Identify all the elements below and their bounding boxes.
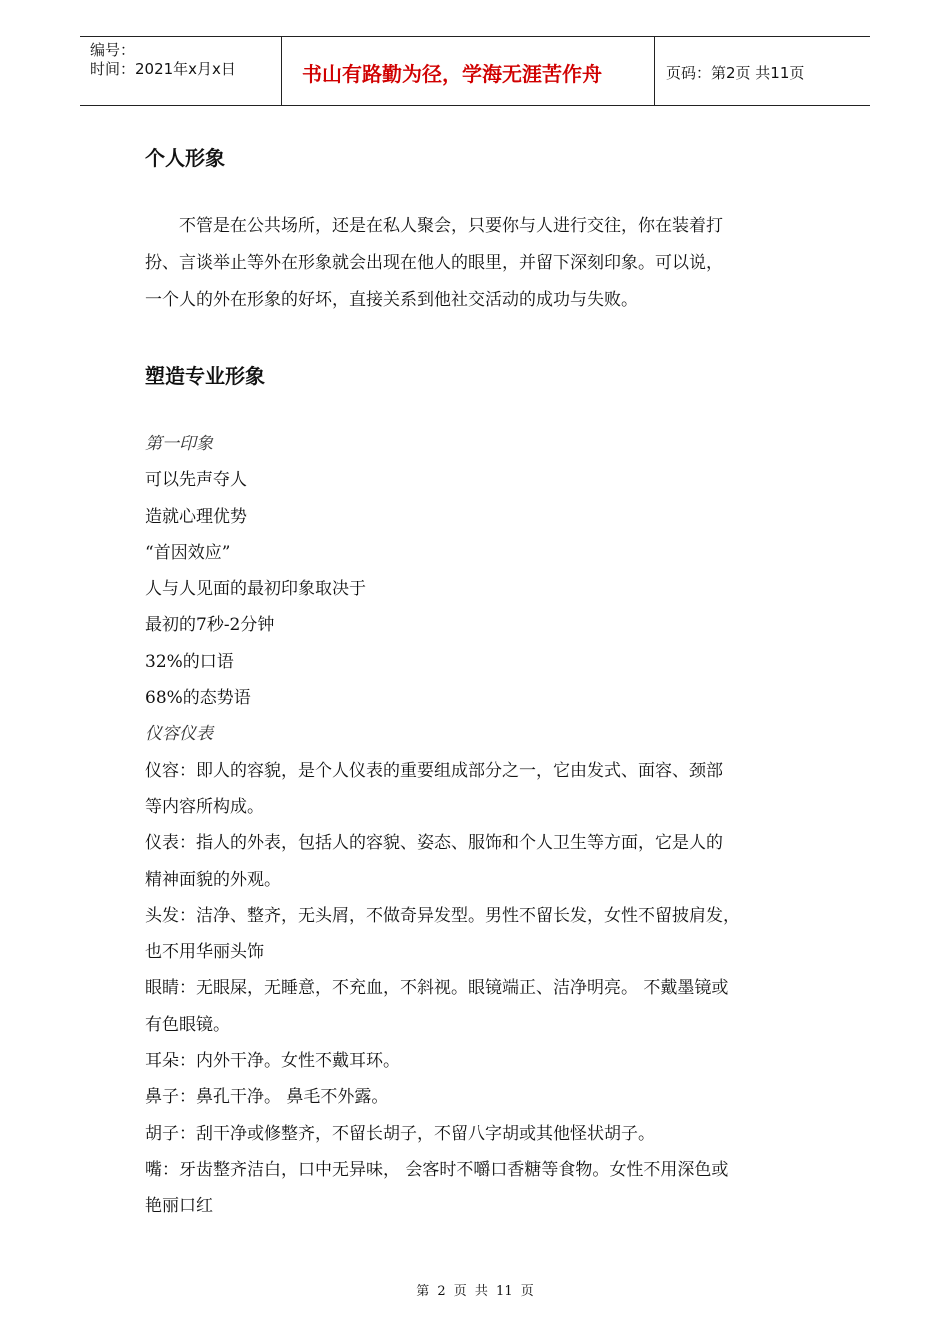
list-item: 耳朵：内外干净。女性不戴耳环。 xyxy=(145,1051,400,1072)
list-item: 胡子：刮干净或修整齐，不留长胡子，不留八字胡或其他怪状胡子。 xyxy=(145,1123,655,1144)
list-item: 有色眼镜。 xyxy=(145,1014,230,1035)
page-footer: 第 2 页 共 11 页 xyxy=(416,1284,534,1299)
list-item: 鼻子：鼻孔干净。 鼻毛不外露。 xyxy=(145,1087,389,1108)
list-item: 精神面貌的外观。 xyxy=(145,869,281,890)
list-item: “首因效应” xyxy=(145,542,231,563)
list-item: 32%的口语 xyxy=(145,651,234,672)
section-title-professional-image: 塑造专业形象 xyxy=(145,364,265,388)
header-number-label: 编号： xyxy=(90,41,136,59)
paragraph-line: 不管是在公共场所，还是在私人聚会，只要你与人进行交往，你在装着打 xyxy=(145,216,723,236)
list-item: 仪容：即人的容貌，是个人仪表的重要组成部分之一，它由发式、面容、颈部 xyxy=(145,760,723,781)
subheading-appearance: 仪容仪表 xyxy=(145,724,213,745)
list-item: 仪表：指人的外表，包括人的容貌、姿态、服饰和个人卫生等方面，它是人的 xyxy=(145,833,723,854)
list-item: 嘴：牙齿整齐洁白，口中无异味， 会客时不嚼口香糖等食物。女性不用深色或 xyxy=(145,1159,729,1180)
paragraph-line: 一个人的外在形象的好坏，直接关系到他社交活动的成功与失败。 xyxy=(145,290,638,310)
list-item: 最初的7秒-2分钟 xyxy=(145,615,275,636)
list-item: 眼睛：无眼屎，无睡意，不充血，不斜视。眼镜端正、洁净明亮。 不戴墨镜或 xyxy=(145,978,729,999)
intro-paragraph xyxy=(145,208,810,319)
header-motto-cell xyxy=(282,37,655,105)
list-item: 人与人见面的最初印象取决于 xyxy=(145,579,366,600)
list-item: 可以先声夺人 xyxy=(145,470,247,491)
subheading-first-impression: 第一印象 xyxy=(145,434,213,454)
paragraph-line: 扮、言谈举止等外在形象就会出现在他人的眼里，并留下深刻印象。可以说， xyxy=(145,253,723,273)
list-item: 等内容所构成。 xyxy=(145,796,264,817)
section-title-personal-image: 个人形象 xyxy=(145,146,225,170)
header-page-info: 页码：第2页 共11页 xyxy=(666,64,805,82)
professional-image-list xyxy=(145,426,825,1225)
header-motto: 书山有路勤为径，学海无涯苦作舟 xyxy=(302,62,602,86)
list-item: 头发：洁净、整齐，无头屑，不做奇异发型。男性不留长发，女性不留披肩发， xyxy=(145,905,740,926)
list-item: 68%的态势语 xyxy=(145,688,251,709)
header-info-cell xyxy=(80,37,282,105)
list-item: 也不用华丽头饰 xyxy=(145,942,264,963)
document-header xyxy=(80,36,870,106)
header-date: 时间：2021年x月x日 xyxy=(90,60,236,78)
list-item: 艳丽口红 xyxy=(145,1196,213,1217)
list-item: 造就心理优势 xyxy=(145,506,247,527)
